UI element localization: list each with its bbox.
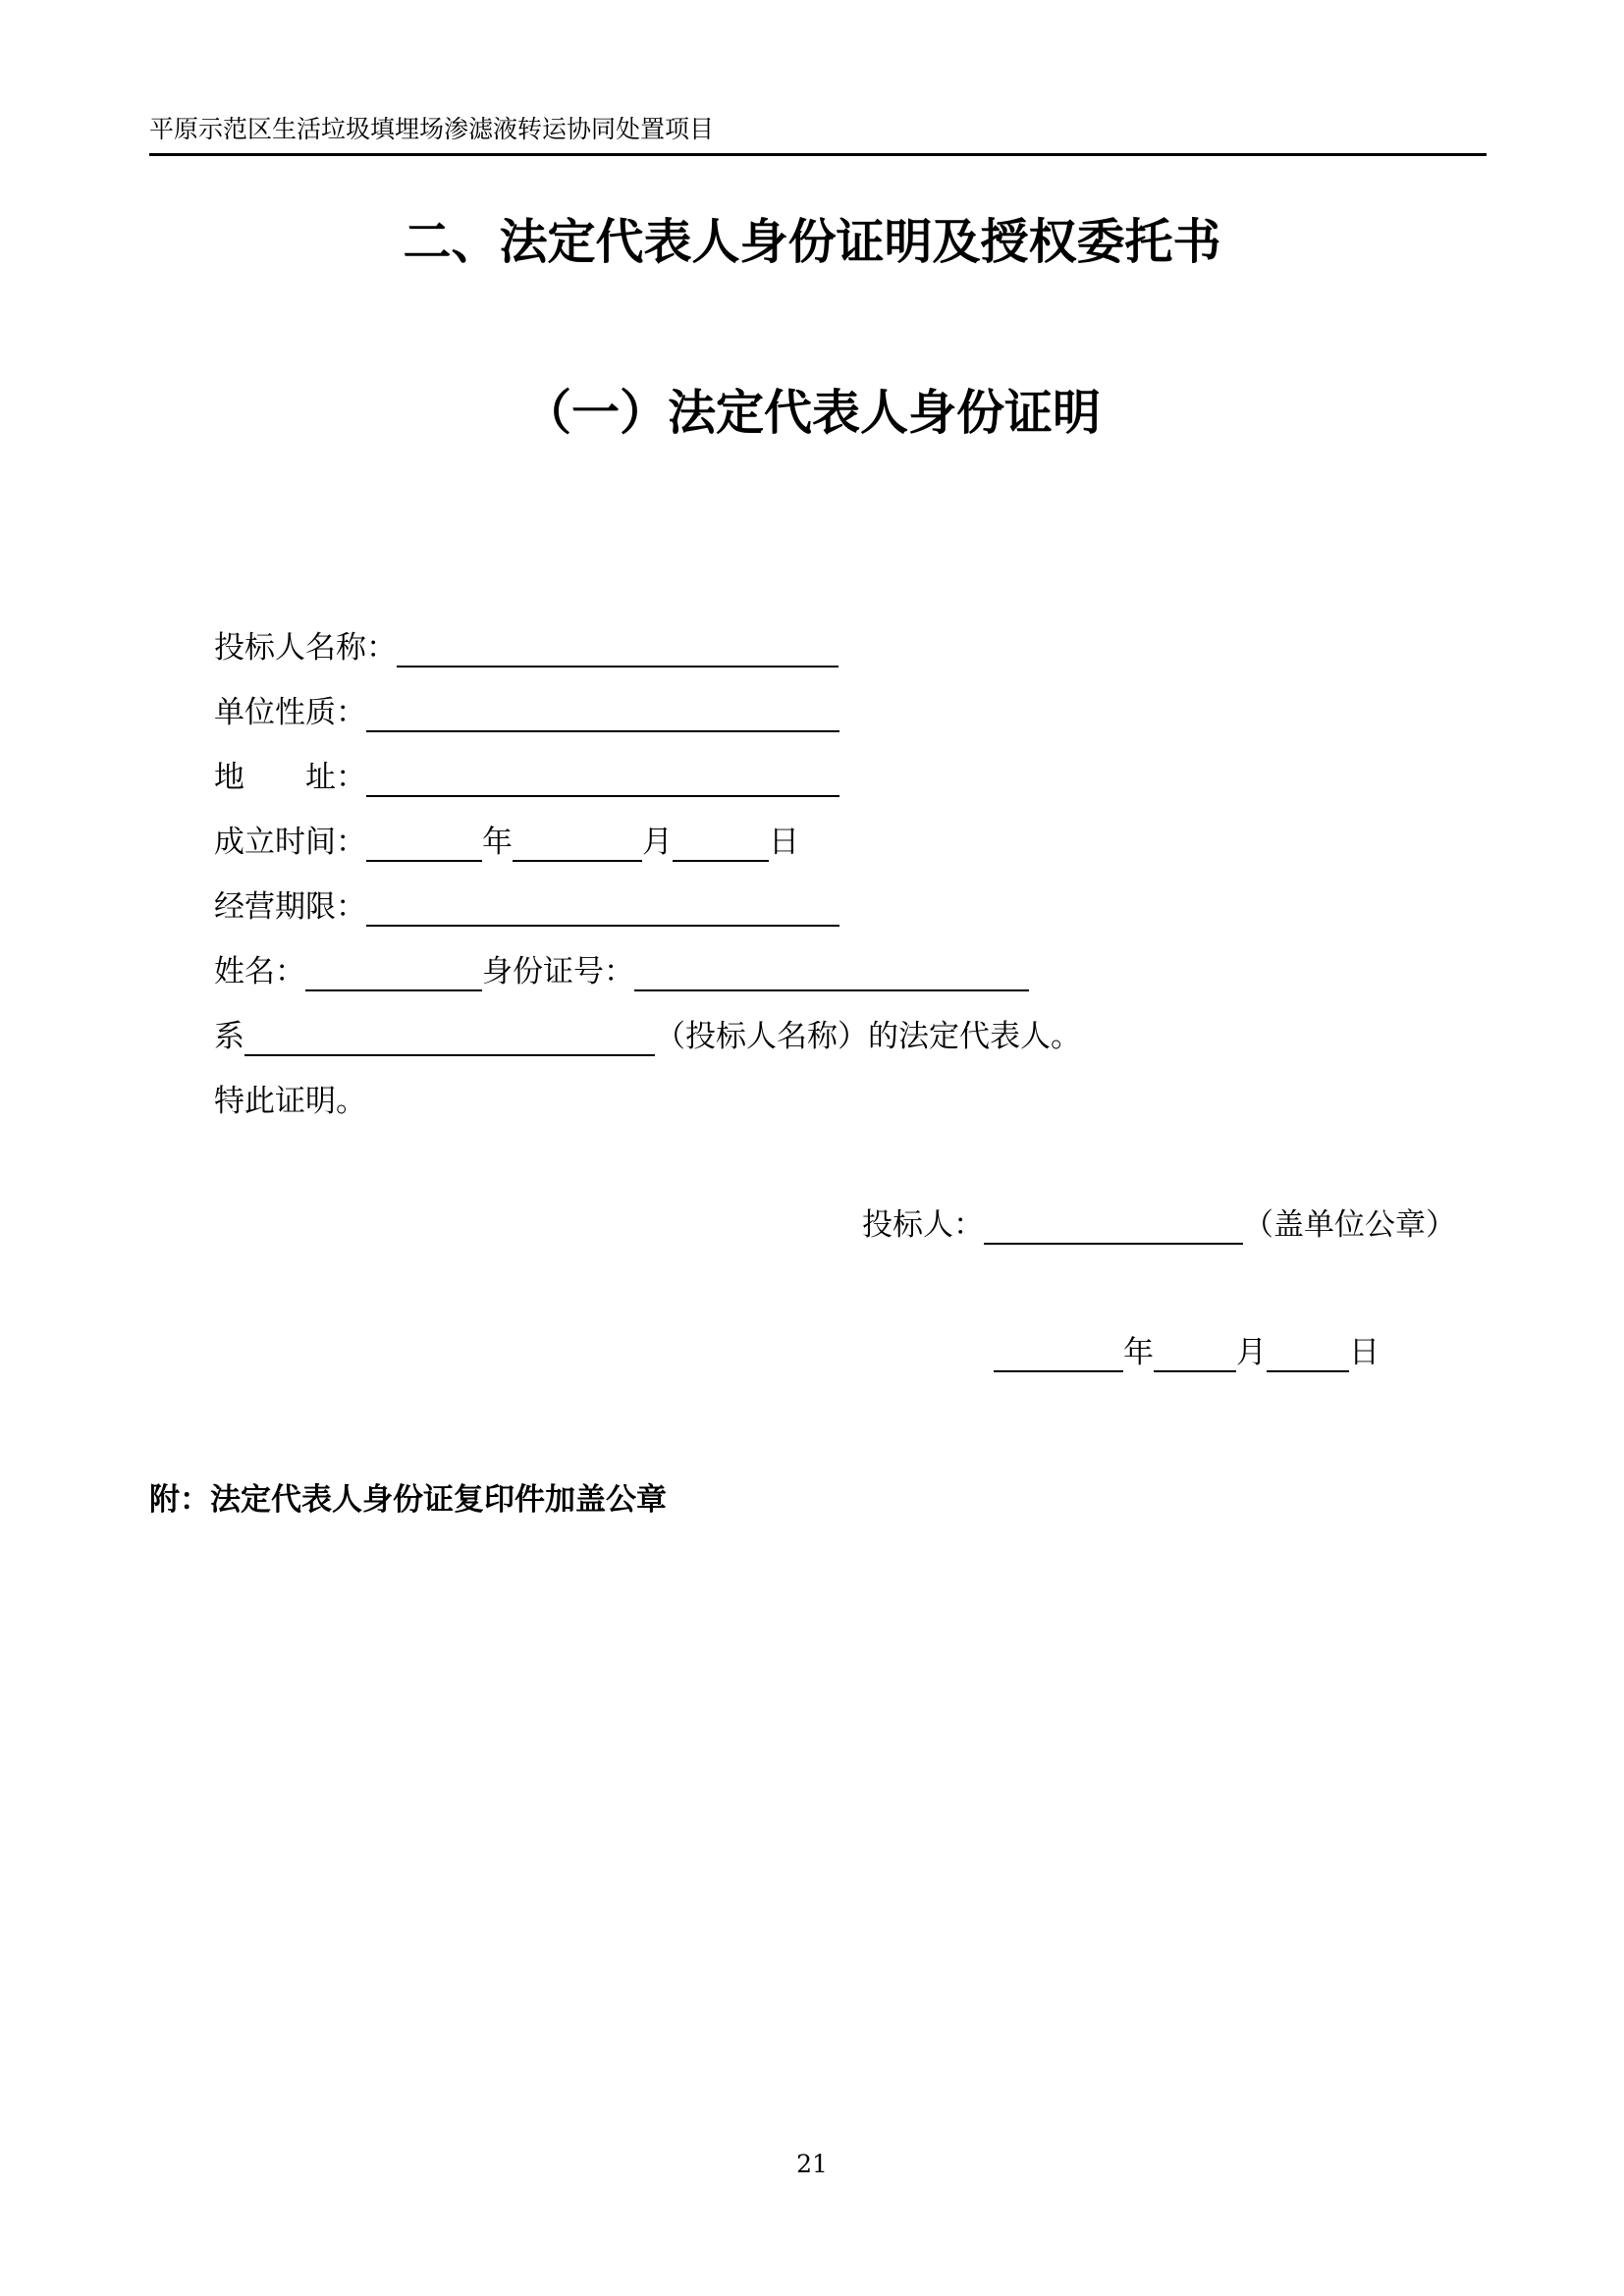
unit-nature-blank[interactable] [366, 697, 839, 732]
year-unit: 年 [482, 825, 513, 860]
name-label: 姓名： [214, 954, 305, 989]
signature-date-row [994, 1333, 1380, 1372]
representative-row [214, 1017, 1081, 1060]
established-row [214, 823, 799, 866]
sign-year-unit: 年 [1123, 1335, 1154, 1370]
term-row [214, 887, 839, 931]
page-header [149, 114, 1487, 156]
bidder-label: 投标人： [862, 1207, 984, 1243]
bidder-name-blank[interactable] [397, 632, 839, 667]
representative-company-blank[interactable] [244, 1021, 655, 1056]
term-blank[interactable] [366, 891, 839, 927]
sign-month-unit: 月 [1236, 1335, 1267, 1370]
is-prefix: 系 [214, 1019, 244, 1054]
bidder-signature-blank[interactable] [984, 1209, 1243, 1245]
established-day-blank[interactable] [673, 827, 769, 862]
established-month-blank[interactable] [513, 827, 642, 862]
month-unit: 月 [642, 825, 673, 860]
established-label: 成立时间： [214, 825, 366, 860]
name-id-row [214, 952, 1029, 995]
unit-nature-label: 单位性质： [214, 695, 366, 730]
day-unit: 日 [769, 825, 799, 860]
seal-note: （盖单位公章） [1243, 1207, 1456, 1243]
project-title: 平原示范区生活垃圾填埋场渗滤液转运协同处置项目 [149, 115, 715, 143]
signature-row [862, 1205, 1456, 1245]
established-year-blank[interactable] [366, 827, 482, 862]
id-blank[interactable] [634, 956, 1029, 991]
sign-day-unit: 日 [1349, 1335, 1380, 1370]
unit-nature-row [214, 693, 839, 736]
subsection-title: （一）法定代表人身份证明 [522, 385, 1101, 441]
bidder-name-label: 投标人名称： [214, 630, 397, 666]
id-label: 身份证号： [482, 954, 634, 989]
sign-day-blank[interactable] [1267, 1337, 1349, 1372]
address-blank[interactable] [366, 762, 839, 797]
bidder-name-row [214, 628, 839, 671]
attachment-note: 附：法定代表人身份证复印件加盖公章 [149, 1482, 667, 1518]
certify-text: 特此证明。 [214, 1084, 366, 1119]
certify-row [214, 1082, 366, 1125]
is-suffix: （投标人名称）的法定代表人。 [655, 1019, 1081, 1054]
term-label: 经营期限： [214, 889, 366, 925]
name-blank[interactable] [305, 956, 482, 991]
address-row [214, 758, 839, 801]
sign-month-blank[interactable] [1154, 1337, 1236, 1372]
address-label: 地 址： [214, 760, 366, 795]
sign-year-blank[interactable] [994, 1337, 1123, 1372]
page-number: 21 [796, 2150, 828, 2178]
section-title: 二、法定代表人身份证明及授权委托书 [403, 214, 1221, 270]
